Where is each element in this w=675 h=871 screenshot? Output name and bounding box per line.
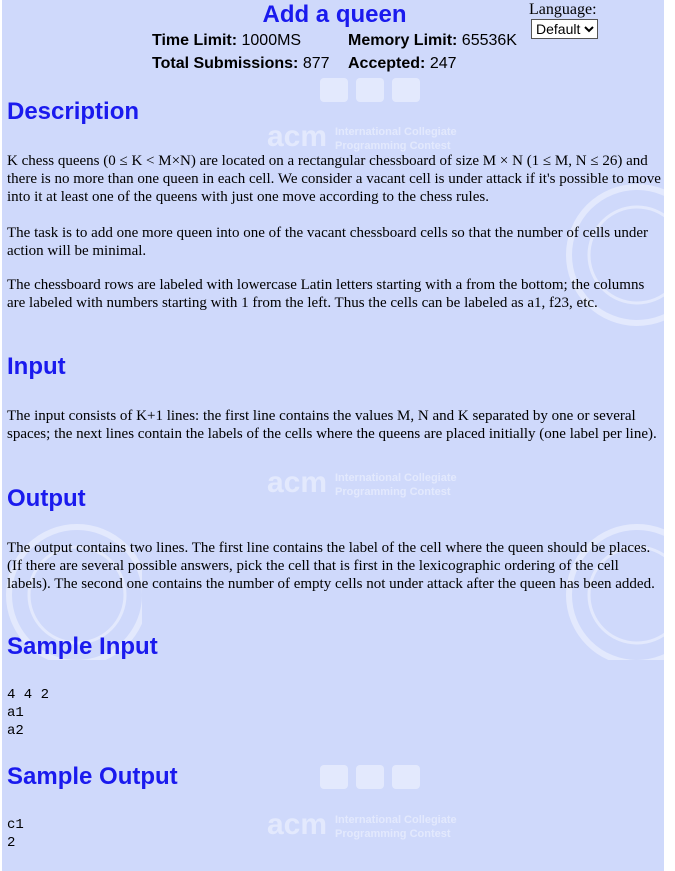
sample-input-block: 4 4 2 a1 a2 <box>7 687 50 739</box>
watermark-badges-icon <box>320 762 425 792</box>
description-paragraph-3: The chessboard rows are labeled with lowercase Latin letters starting with a from the bottom; the columns are labeled with numbers starting with 1 from the left. Thus the cells can be labeled as a1, f23, etc. <box>7 277 645 311</box>
total-submissions-label: Total Submissions: <box>152 55 299 72</box>
time-limit <box>152 32 301 50</box>
time-limit-value: 1000MS <box>241 32 302 49</box>
accepted-label: Accepted: <box>348 55 426 72</box>
total-submissions-value: 877 <box>302 55 330 72</box>
description-paragraph-1: K chess queens (0 ≤ K < M×N) are located on a rectangular chessboard of size M × N (1 ≤ M, N ≤ 26) and there is no more than one queen in each cell. We consider a vacant cell is under attack if it's possible to move into it at least one of the queens with just one move according to the chess rules. <box>7 153 661 205</box>
watermark-brand: acm <box>267 120 328 153</box>
input-description: The input consists of K+1 lines: the first line contains the values M, N and K separated by one or several spaces; the next lines contain the labels of the cells where the queens are placed initially (one label per line). <box>7 408 657 442</box>
accepted-value: 247 <box>429 55 457 72</box>
watermark-badges-icon <box>320 75 425 105</box>
language-select[interactable] <box>531 19 598 39</box>
watermark-line1: International Collegiate <box>335 472 457 484</box>
watermark-line2: Programming Contest <box>335 486 451 498</box>
watermark-logo-1 <box>267 120 457 154</box>
watermark-line2: Programming Contest <box>335 828 451 840</box>
output-heading: Output <box>7 485 86 512</box>
watermark-brand: acm <box>267 466 328 499</box>
total-submissions <box>152 55 330 73</box>
sample-input-heading: Sample Input <box>7 633 158 660</box>
watermark-brand: acm <box>267 808 328 841</box>
watermark-logo-2 <box>267 466 457 500</box>
right-margin <box>665 0 675 871</box>
sample-output-block: c1 2 <box>7 817 24 851</box>
memory-limit <box>348 32 517 50</box>
problem-page <box>2 0 664 871</box>
watermark-line1: International Collegiate <box>335 126 457 138</box>
problem-title: Add a queen <box>262 1 407 28</box>
description-heading: Description <box>7 98 140 125</box>
accepted <box>348 55 457 73</box>
memory-limit-value: 65536K <box>461 32 517 49</box>
input-heading: Input <box>7 353 66 380</box>
description-paragraph-2: The task is to add one more queen into one of the vacant chessboard cells so that the number of cells under action will be minimal. <box>7 225 649 259</box>
memory-limit-label: Memory Limit: <box>348 32 458 49</box>
language-selector <box>529 1 664 39</box>
watermark-line1: International Collegiate <box>335 814 457 826</box>
watermark-line2: Programming Contest <box>335 140 451 152</box>
sample-output-heading: Sample Output <box>7 763 178 790</box>
output-description: The output contains two lines. The first line contains the label of the cell where the queen should be places. (If there are several possible answers, pick the cell that is first in the lexicographic ordering of the cell labels). The second one contains the number of empty cells not under attack after the queen has been added. <box>7 540 655 592</box>
language-label: Language: <box>529 1 597 18</box>
watermark-logo-3 <box>267 808 457 842</box>
time-limit-label: Time Limit: <box>152 32 238 49</box>
